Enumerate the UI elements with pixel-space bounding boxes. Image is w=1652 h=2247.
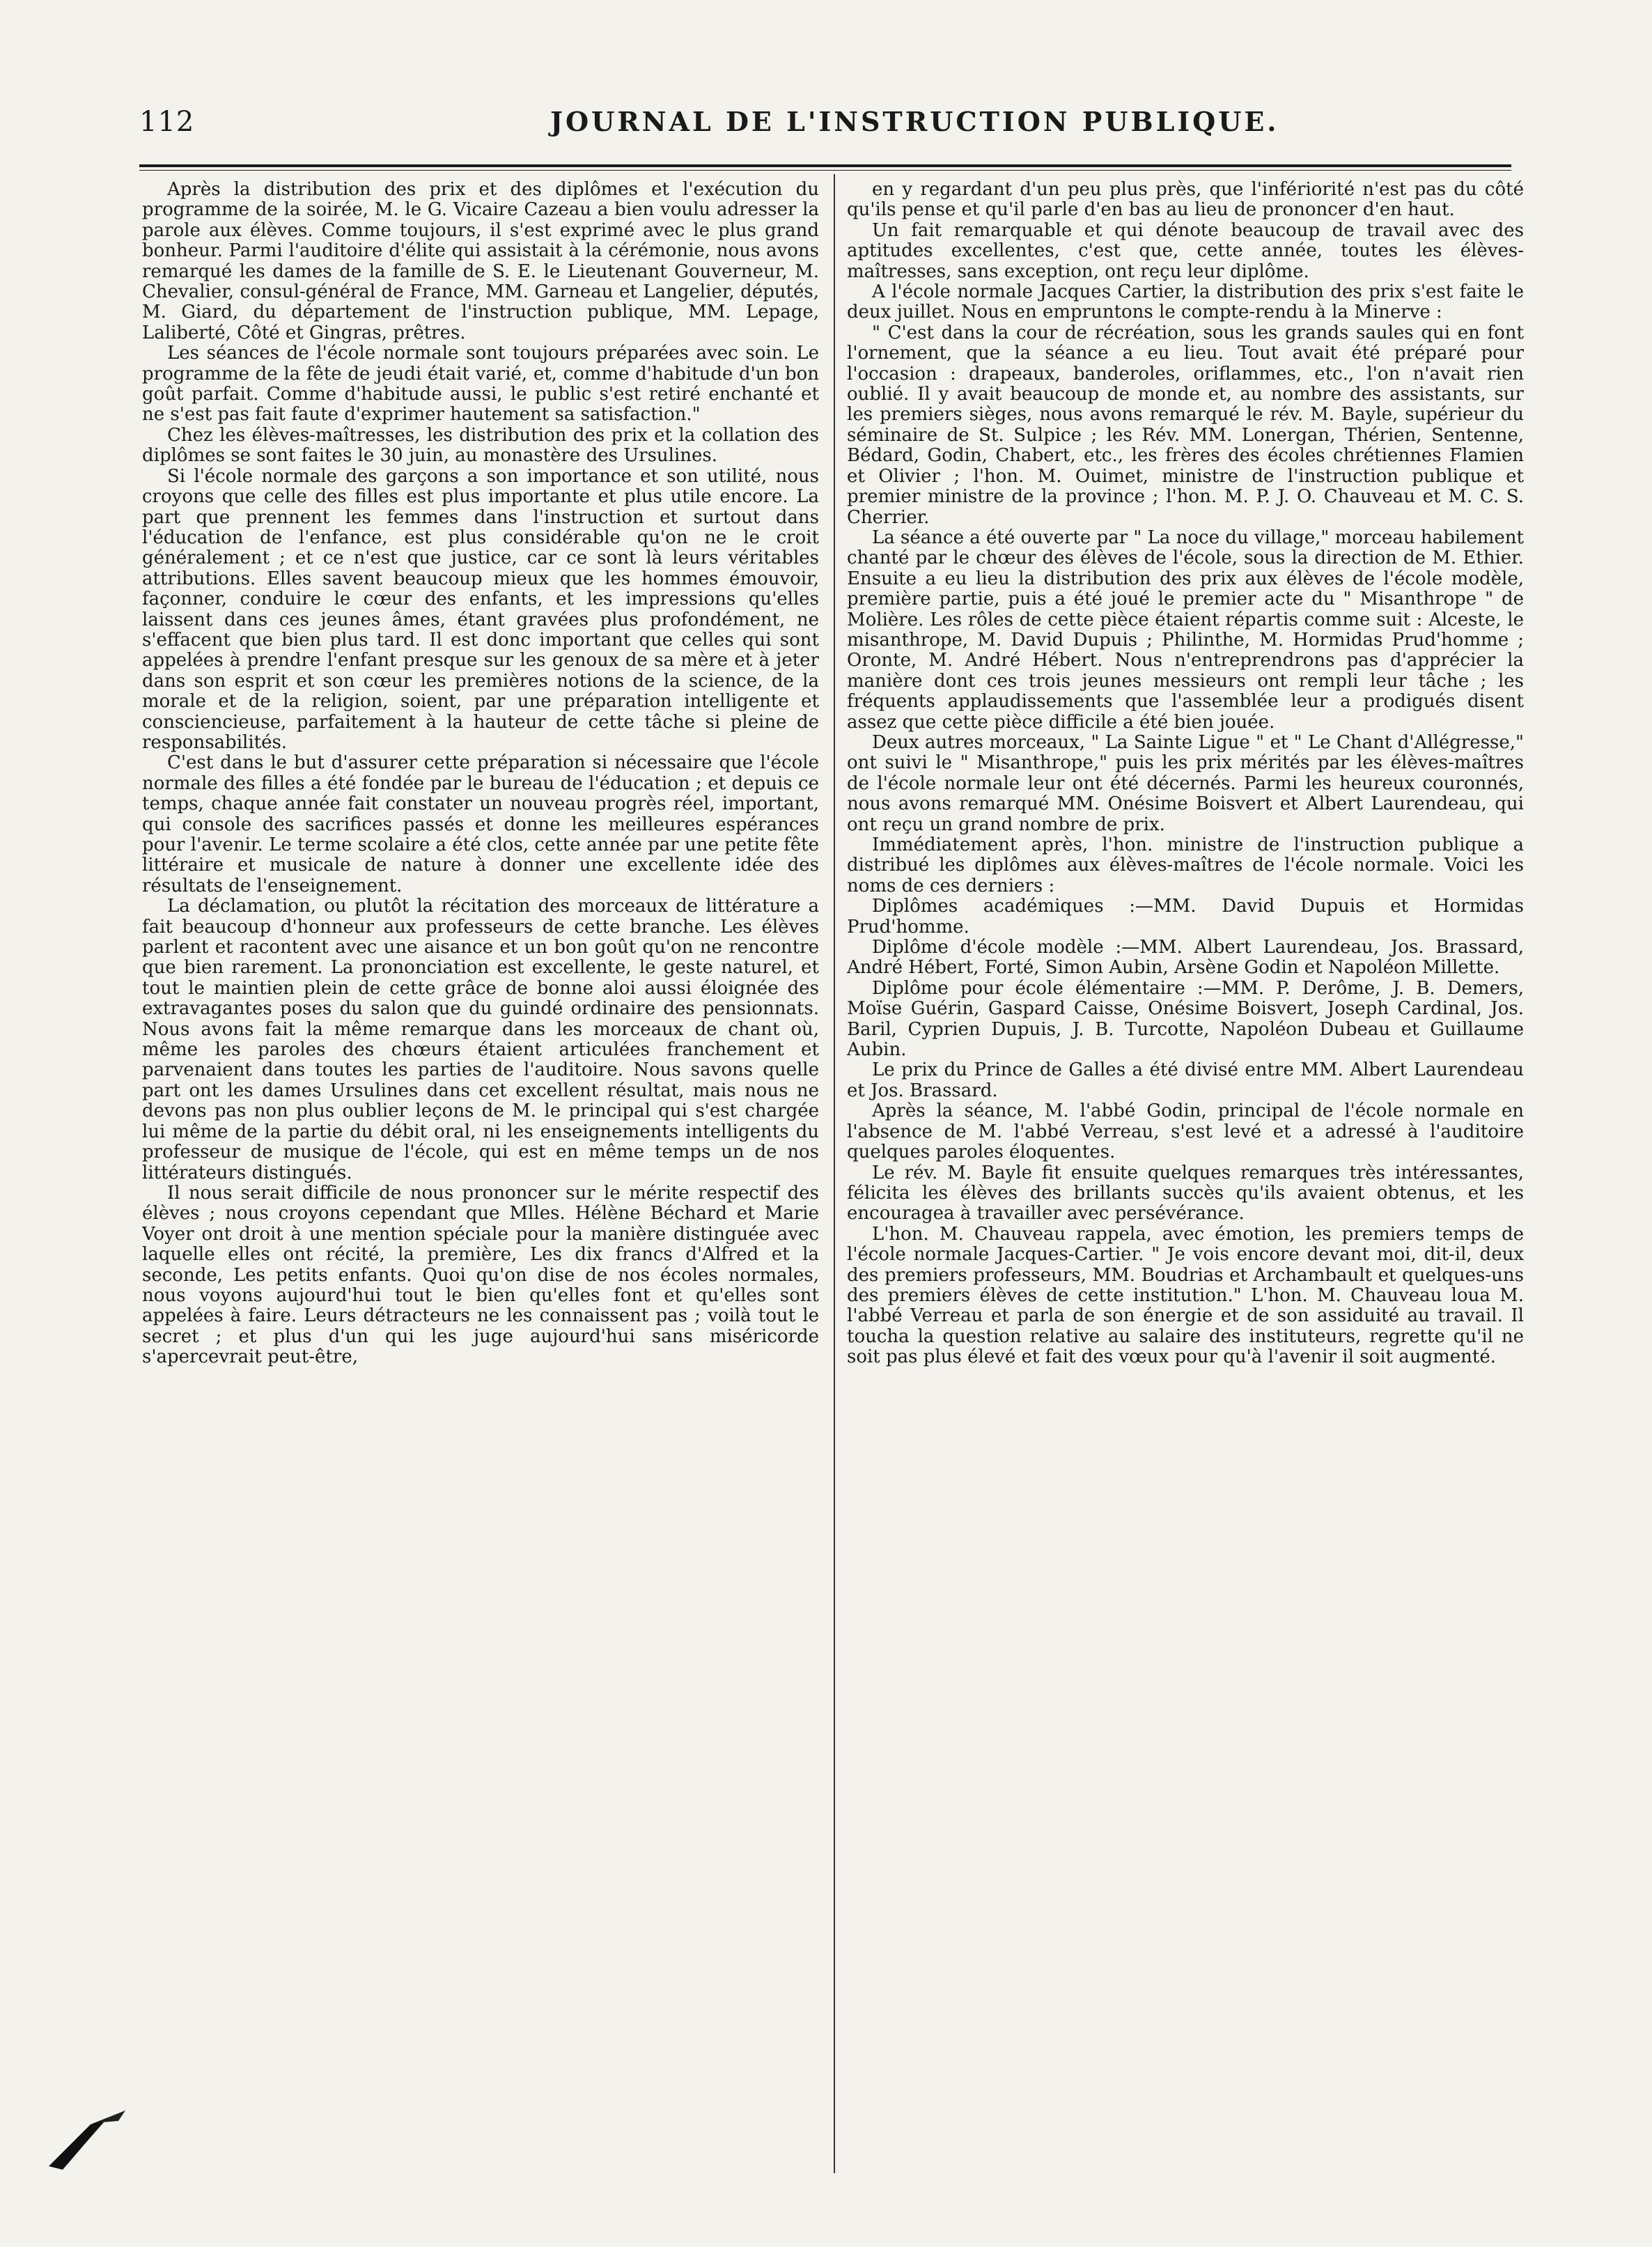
paragraph: Diplômes académiques :—MM. David Dupuis et Hormidas Prud'homme. bbox=[847, 896, 1524, 938]
page-number: 112 bbox=[139, 106, 195, 138]
right-column bbox=[847, 180, 1524, 2158]
header-rule-thin bbox=[139, 170, 1511, 171]
header-rule bbox=[139, 164, 1511, 167]
page-header bbox=[139, 106, 1511, 145]
left-column bbox=[142, 180, 819, 2158]
paragraph: Il nous serait difficile de nous prononcer sur le mérite respectif des élèves ; nous croyons cependant que Mlles. Hélène Béchard et Marie Voyer ont droit à une mention spéciale pour la manière distinguée avec laquelle elles ont récité, la première, Les dix francs d'Alfred et la seconde, Les petits enfants. Quoi qu'on dise de nos écoles normales, nous voyons aujourd'hui tout le bien qu'elles font et qu'elles sont appelées à faire. Leurs détracteurs ne les connaissent pas ; voilà tout le secret ; et plus d'un qui les juge aujourd'hui sans miséricorde s'apercevrait peut-être, bbox=[142, 1182, 819, 1368]
column-divider bbox=[834, 174, 835, 2173]
paragraph: Les séances de l'école normale sont toujours préparées avec soin. Le programme de la fête de jeudi était varié, et, comme d'habitude d'un bon goût parfait. Comme d'habitude aussi, le public s'est retiré enchanté et ne s'est pas fait faute d'exprimer hautement sa satisfaction." bbox=[142, 343, 819, 426]
paragraph: La déclamation, ou plutôt la récitation des morceaux de littérature a fait beaucoup d'honneur aux professeurs de cette branche. Les élèves parlent et racontent avec une aisance et un bon goût qu'on ne rencontre que bien rarement. La prononciation est excellente, le geste naturel, et tout le maintien plein de cette grâce de bonne aloi aussi éloignée des extravagantes poses du salon que du guindé ordinaire des pensionnats. Nous avons fait la même remarque dans les morceaux de chant où, même les paroles des chœurs étaient articulées franchement et parvenaient dans toutes les parties de l'auditoire. Nous savons quelle part ont les dames Ursulines dans cet excellent résultat, mais nous ne devons pas non plus oublier leçons de M. le principal qui s'est chargée lui même de la partie du débit oral, ni les enseignements intelligents du professeur de musique de l'école, qui est en même temps un de nos littérateurs distingués. bbox=[142, 896, 819, 1183]
paragraph: Immédiatement après, l'hon. ministre de l'instruction publique a distribué les diplômes aux élèves-maîtres de l'école normale. Voici les noms de ces derniers : bbox=[847, 834, 1524, 896]
paragraph: La séance a été ouverte par " La noce du village," morceau habilement chanté par le chœur des élèves de l'école, sous la direction de M. Ethier. Ensuite a eu lieu la distribution des prix aux élèves de l'école modèle, première partie, puis a été joué le premier acte du " Misanthrope " de Molière. Les rôles de cette pièce étaient répartis comme suit : Alceste, le misanthrope, M. David Dupuis ; Philinthe, M. Hormidas Prud'homme ; Oronte, M. André Hébert. Nous n'entreprendrons pas d'apprécier la manière dont ces trois jeunes messieurs ont rempli leur tâche ; les fréquents applaudissements que l'assemblée leur a prodigués disent assez que cette pièce difficile a été bien jouée. bbox=[847, 527, 1524, 733]
paragraph: Après la distribution des prix et des diplômes et l'exécution du programme de la soirée, M. le G. Vicaire Cazeau a bien voulu adresser la parole aux élèves. Comme toujours, il s'est exprimé avec le plus grand bonheur. Parmi l'auditoire d'élite qui assistait à la cérémonie, nous avons remarqué les dames de la famille de S. E. le Lieutenant Gouverneur, M. Chevalier, consul-général de France, MM. Garneau et Langelier, députés, M. Giard, du département de l'instruction publique, MM. Lepage, Laliberté, Côté et Gingras, prêtres. bbox=[142, 180, 819, 343]
paragraph: Si l'école normale des garçons a son importance et son utilité, nous croyons que celle des filles est plus importante et plus utile encore. La part que prennent les femmes dans l'instruction et surtout dans l'éducation de l'enfance, est plus considérable qu'on ne le croit généralement ; et ce n'est que justice, car ce sont là leurs véritables attributions. Elles savent beaucoup mieux que les hommes émouvoir, façonner, conduire le cœur des enfants, et les impressions qu'elles laissent dans ces jeunes âmes, étant gravées plus profondément, ne s'effacent que bien plus tard. Il est donc important que celles qui sont appelées à prendre l'enfant presque sur les genoux de sa mère et à jeter dans son esprit et son cœur les premières notions de la science, de la morale et de la religion, soient, par une préparation intelligente et consciencieuse, parfaitement à la hauteur de cette tâche si pleine de responsabilités. bbox=[142, 465, 819, 753]
paragraph: Chez les élèves-maîtresses, les distribution des prix et la collation des diplômes se sont faites le 30 juin, au monastère des Ursulines. bbox=[142, 424, 819, 467]
paragraph: A l'école normale Jacques Cartier, la distribution des prix s'est faite le deux juillet. Nous en empruntons le compte-rendu à la Minerve : bbox=[847, 281, 1524, 323]
paragraph: " C'est dans la cour de récréation, sous les grands saules qui en font l'ornement, que la séance a eu lieu. Tout avait été préparé pour l'occasion : drapeaux, banderoles, oriflammes, etc., l'on n'avait rien oublié. Il y avait beaucoup de monde et, au nombre des assistants, sur les premiers sièges, nous avons remarqué le rév. M. Bayle, supérieur du séminaire de St. Sulpice ; les Rév. MM. Lonergan, Thérien, Sentenne, Bédard, Godin, Chabert, etc., les frères des écoles chrétiennes Flamien et Olivier ; l'hon. M. Ouimet, ministre de l'instruction publique et premier ministre de la province ; l'hon. M. P. J. O. Chauveau et M. C. S. Cherrier. bbox=[847, 322, 1524, 528]
paragraph: en y regardant d'un peu plus près, que l'infériorité n'est pas du côté qu'ils pense et qu'il parle d'en bas au lieu de prononcer d'en haut. bbox=[847, 180, 1524, 221]
paragraph: Après la séance, M. l'abbé Godin, principal de l'école normale en l'absence de M. l'abbé Verreau, s'est levé et a adressé à l'auditoire quelques paroles éloquentes. bbox=[847, 1101, 1524, 1163]
paragraph: Diplôme pour école élémentaire :—MM. P. Derôme, J. B. Demers, Moïse Guérin, Gaspard Caisse, Onésime Boisvert, Joseph Cardinal, Jos. Baril, Cyprien Dupuis, J. B. Turcotte, Napoléon Dubeau et Guillaume Aubin. bbox=[847, 977, 1524, 1061]
ink-blot-icon bbox=[42, 2097, 167, 2173]
paragraph: Le prix du Prince de Galles a été divisé entre MM. Albert Laurendeau et Jos. Brassard. bbox=[847, 1059, 1524, 1101]
journal-title: JOURNAL DE L'INSTRUCTION PUBLIQUE. bbox=[550, 106, 1279, 137]
paragraph: Deux autres morceaux, " La Sainte Ligue " et " Le Chant d'Allégresse," ont suivi le " Misanthrope," puis les prix mérités par les élèves-maîtres de l'école normale leur ont été décernés. Parmi les heureux couronnés, nous avons remarqué MM. Onésime Boisvert et Albert Laurendeau, qui ont reçu un grand nombre de prix. bbox=[847, 731, 1524, 835]
paragraph: Un fait remarquable et qui dénote beaucoup de travail avec des aptitudes excellentes, c'est que, cette année, toutes les élèves-maîtresses, sans exception, ont reçu leur diplôme. bbox=[847, 219, 1524, 282]
paragraph: L'hon. M. Chauveau rappela, avec émotion, les premiers temps de l'école normale Jacques-Cartier. " Je vois encore devant moi, dit-il, deux des premiers professeurs, MM. Boudrias et Archambault et quelques-uns des premiers élèves de cette institution." L'hon. M. Chauveau loua M. l'abbé Verreau et parla de son énergie et de son assiduité au travail. Il toucha la question relative au salaire des instituteurs, regrette qu'il ne soit pas plus élevé et fait des vœux pour qu'à l'avenir il soit augmenté. bbox=[847, 1223, 1524, 1368]
paragraph: Diplôme d'école modèle :—MM. Albert Laurendeau, Jos. Brassard, André Hébert, Forté, Simon Aubin, Arsène Godin et Napoléon Millette. bbox=[847, 937, 1524, 979]
paragraph: Le rév. M. Bayle fit ensuite quelques remarques très intéressantes, félicita les élèves des brillants succès qu'ils avaient obtenus, et les encouragea à travailler avec persévérance. bbox=[847, 1162, 1524, 1224]
paragraph: C'est dans le but d'assurer cette préparation si nécessaire que l'école normale des filles a été fondée par le bureau de l'éducation ; et depuis ce temps, chaque année fait constater un nouveau progrès réel, important, qui console des sacrifices passés et donne les meilleures espérances pour l'avenir. Le terme scolaire a été clos, cette année par une petite fête littéraire et musicale de nature à donner une excellente idée des résultats de l'enseignement. bbox=[142, 752, 819, 896]
